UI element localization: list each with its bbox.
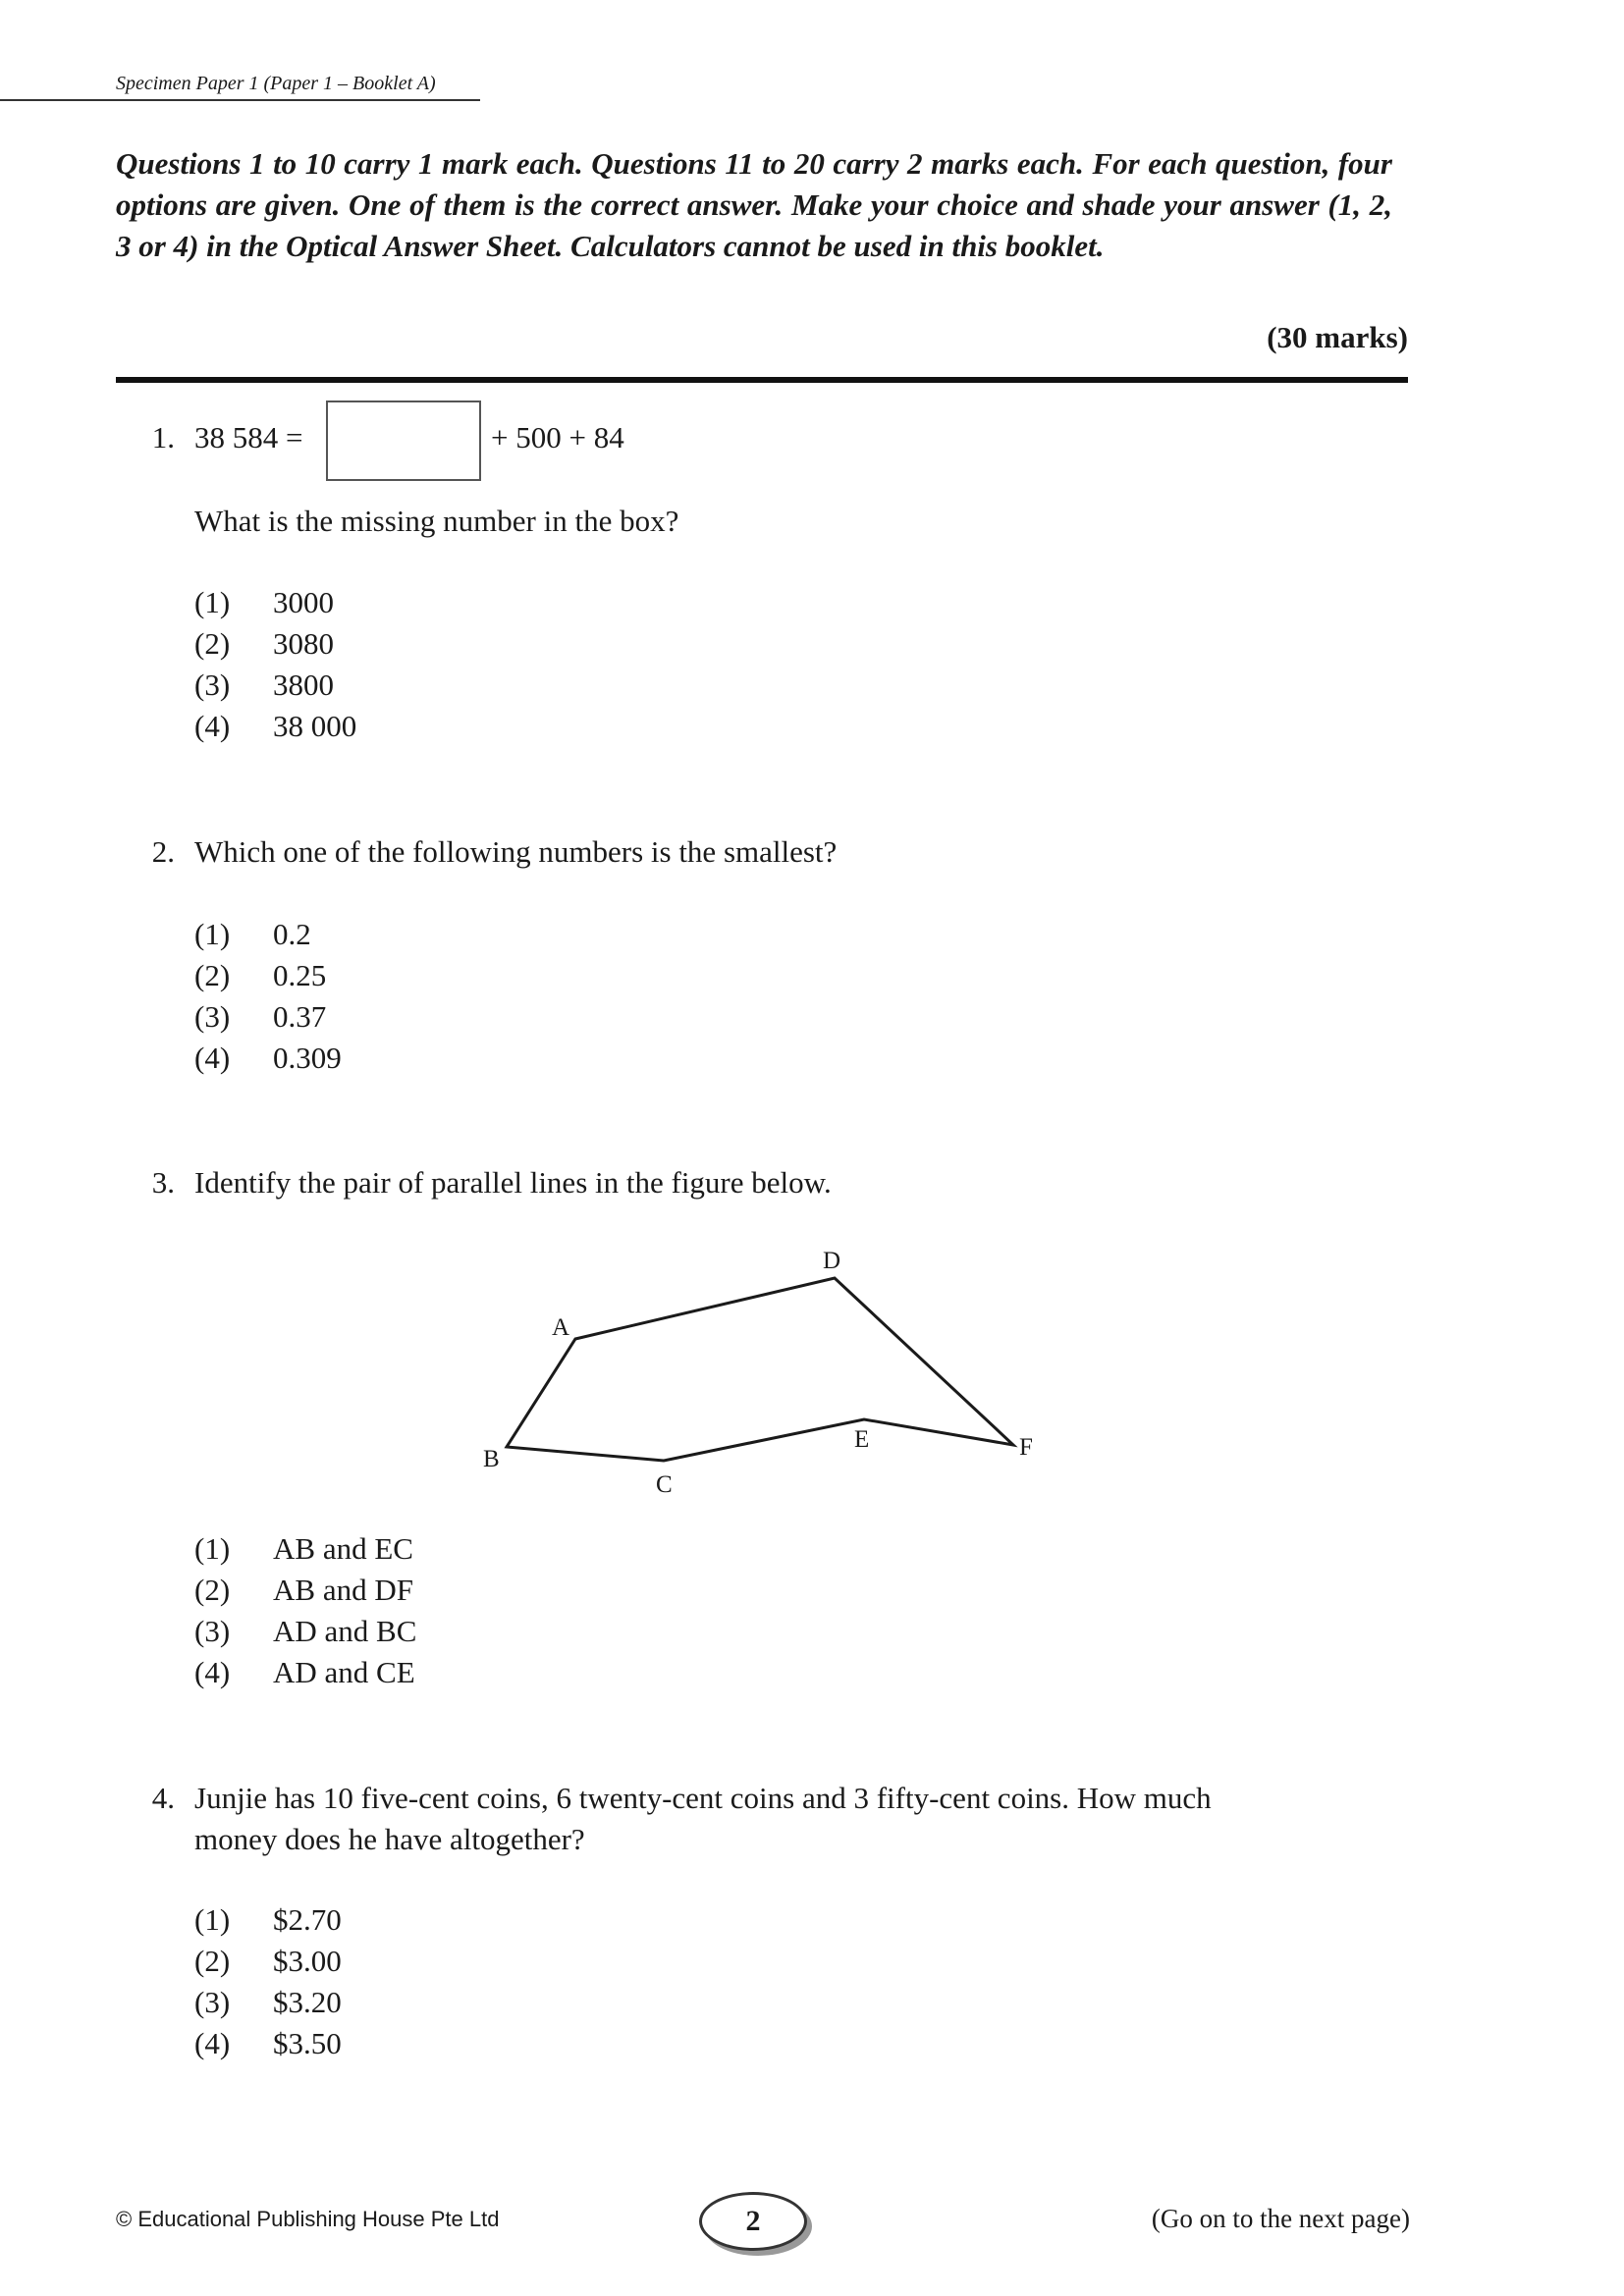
option-number: (2)	[194, 1944, 231, 1978]
question-1-prompt: What is the missing number in the box?	[194, 504, 679, 538]
instructions-text: Questions 1 to 10 carry 1 mark each. Questions 11 to 20 carry 2 marks each. For each question, four options are given. One of them is the correct answer. Make your choice and shade your answer (1, 2, 3 or 4) in the Optical Answer Sheet. Calculators cannot be used in this booklet.	[116, 146, 1392, 263]
option-text: 3800	[273, 667, 334, 702]
option-text: 3000	[273, 585, 334, 619]
option-number: (2)	[194, 958, 231, 992]
option-text: $2.70	[273, 1902, 342, 1937]
option-number: (1)	[194, 1531, 231, 1566]
option-text: AD and BC	[273, 1614, 417, 1648]
vertex-label-a: A	[552, 1314, 570, 1341]
option-text: 38 000	[273, 709, 357, 743]
option-number: (4)	[194, 709, 231, 743]
option-number: (2)	[194, 1573, 231, 1607]
option-number: (1)	[194, 585, 231, 619]
copyright-notice: © Educational Publishing House Pte Ltd	[116, 2207, 500, 2231]
question-3-number: 3.	[151, 1165, 175, 1200]
option-text: $3.20	[273, 1985, 342, 2019]
option-number: (2)	[194, 626, 231, 661]
question-3-prompt: Identify the pair of parallel lines in the figure below.	[194, 1165, 832, 1200]
vertex-label-e: E	[854, 1426, 870, 1453]
paper-header: Specimen Paper 1 (Paper 1 – Booklet A)	[116, 73, 436, 94]
hexagon-outline	[507, 1278, 1013, 1461]
option-number: (3)	[194, 1985, 231, 2019]
option-text: 3080	[273, 626, 334, 661]
continue-note: (Go on to the next page)	[1151, 2204, 1410, 2233]
option-text: 0.25	[273, 958, 327, 992]
vertex-label-b: B	[483, 1446, 500, 1472]
option-number: (4)	[194, 1655, 231, 1689]
question-2-number: 2.	[151, 834, 175, 869]
question-2-prompt: Which one of the following numbers is the smallest?	[194, 834, 838, 869]
option-number: (1)	[194, 917, 231, 951]
question-1-number: 1.	[151, 420, 175, 454]
vertex-label-f: F	[1019, 1434, 1033, 1461]
header-rule	[0, 99, 480, 101]
option-text: AB and DF	[273, 1573, 413, 1607]
page-number: 2	[699, 2192, 807, 2251]
question-4-prompt-line-2: money does he have altogether?	[194, 1822, 585, 1856]
option-number: (3)	[194, 667, 231, 702]
question-4-number: 4.	[151, 1781, 175, 1815]
option-text: $3.00	[273, 1944, 342, 1978]
missing-number-box	[326, 400, 481, 481]
option-number: (3)	[194, 1614, 231, 1648]
option-number: (4)	[194, 2026, 231, 2060]
hexagon-figure	[452, 1237, 1080, 1522]
vertex-label-d: D	[823, 1248, 841, 1274]
option-number: (1)	[194, 1902, 231, 1937]
option-text: 0.37	[273, 999, 327, 1034]
section-divider	[116, 377, 1408, 383]
option-text: $3.50	[273, 2026, 342, 2060]
option-text: 0.309	[273, 1041, 342, 1075]
question-4-prompt-line-1: Junjie has 10 five-cent coins, 6 twenty-cent coins and 3 fifty-cent coins. How much	[194, 1781, 1212, 1815]
option-text: AB and EC	[273, 1531, 413, 1566]
option-number: (4)	[194, 1041, 231, 1075]
vertex-label-c: C	[656, 1471, 673, 1498]
question-1-equation-right: + 500 + 84	[491, 420, 624, 454]
option-number: (3)	[194, 999, 231, 1034]
option-text: 0.2	[273, 917, 311, 951]
total-marks: (30 marks)	[1267, 320, 1408, 354]
option-text: AD and CE	[273, 1655, 415, 1689]
question-1-equation-left: 38 584 =	[194, 420, 303, 454]
